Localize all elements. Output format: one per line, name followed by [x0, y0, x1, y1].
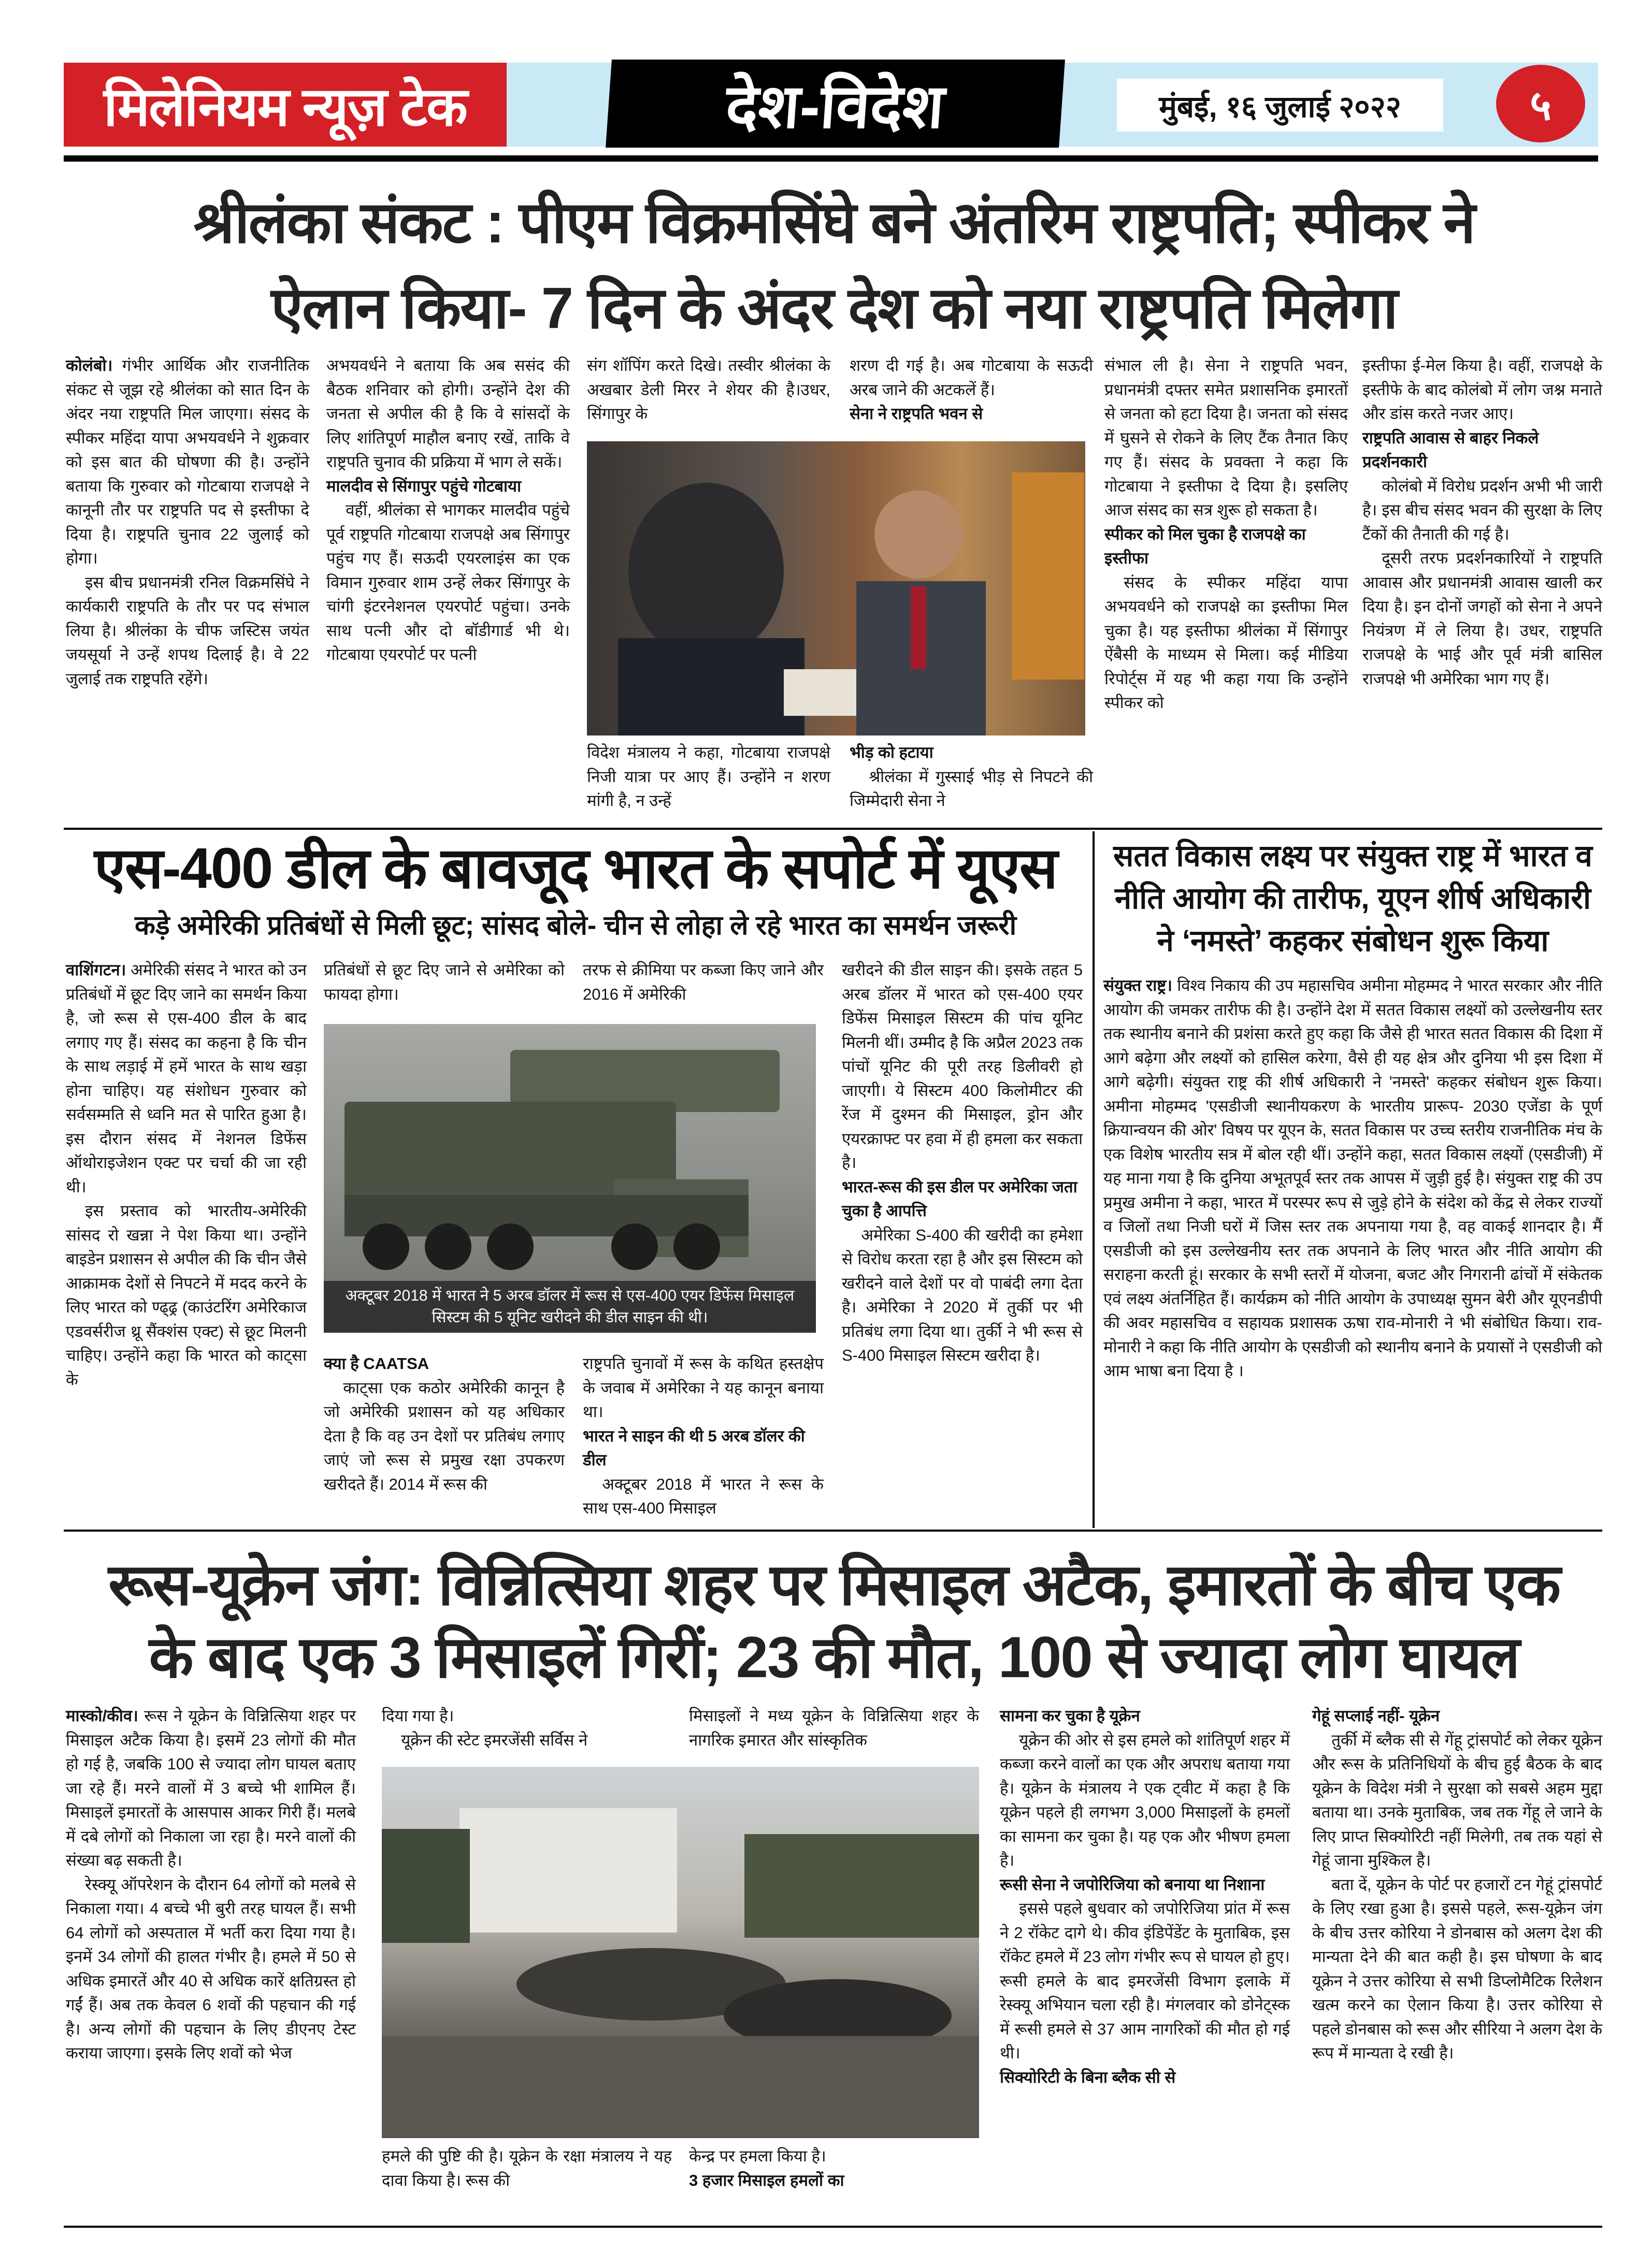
subheading: क्या है CAATSA [324, 1354, 429, 1373]
paragraph [842, 958, 1083, 1175]
paragraph [66, 1199, 307, 1392]
paragraph [1000, 1897, 1290, 2066]
story3-headline-line2: के बाद एक 3 मिसाइलें गिरीं; 23 की मौत, 100 से ज्यादा लोग घायल [149, 1625, 1519, 1690]
story-divider [64, 1530, 1602, 1532]
paragraph [66, 1873, 356, 2066]
story3-column-1 [66, 1704, 356, 2066]
story1-column-3-continued [587, 741, 830, 813]
paragraph-text: संग शॉपिंग करते दिखे। तस्वीर श्रीलंका के अखबार डेली मिरर ने शेयर की है।उधर, सिंगापुर के [587, 356, 830, 423]
story3-photo [382, 1767, 979, 2138]
dateline: वाशिंगटन। [66, 961, 126, 979]
masthead-divider [64, 155, 1598, 162]
paragraph-text: विदेश मंत्रालय ने कहा, गोटबाया राजपक्षे निजी यात्रा पर आए हैं। उन्होंने न शरण मांगी है, न उन्हें [587, 743, 830, 810]
paragraph [1312, 1873, 1602, 2066]
paragraph-text: बता दें, यूक्रेन के पोर्ट पर हजारों टन गेहूं ट्रांसपोर्ट के लिए रखा हुआ है। इससे पहले, रूस-यूक्रेन जंग के बीच उत्तर कोरिया ने डोनबास को अलग देश की मान्यता देने की बात कही है। इस घोषणा के बाद यूक्रेन ने उत्तर कोरिया से सभी डिप्लोमैटिक रिलेशन खत्म करने का ऐलान किया है। उत्तर कोरिया से पहले डोनबास को रूस और सीरिया ने अलग देश के रूप में मान्यता दे रखी है। [1312, 1875, 1602, 2062]
paragraph-text: हमले की पुष्टि की है। यूक्रेन के रक्षा मंत्रालय ने यह दावा किया है। रूस की [382, 2147, 672, 2189]
subheading: भारत ने साइन की थी 5 अरब डॉलर की डील [583, 1426, 805, 1469]
paragraph [66, 571, 309, 691]
paragraph-text: वहीं, श्रीलंका से भागकर मालदीव पहुंचे पूर्व राष्ट्रपति गोटबाया राजपक्षे अब सिंगापुर पहुंच गए हैं। सऊदी एयरलाइंस का एक विमान गुरुवार शाम उन्हें लेकर सिंगापुर के चांगी इंटरनेशनल एयरपोर्ट पहुंचा। उनके साथ पत्नी और दो बॉडीगार्ड भी थे। गोटबाया एयरपोर्ट पर पत्नी [326, 501, 570, 664]
paragraph-text: इससे पहले बुधवार को जपोरिजिया प्रांत में रूस ने 2 रॉकेट दागे थे। कीव इंडिपेंडेंट के मुताबिक, इस रॉकेट हमले में 23 लोग गंभीर रूप से घायल हो हुए। रूसी हमले के बाद इमरजेंसी विभाग इलाके में रेस्क्यू अभियान चला रही है। मंगलवार को डोनेट्स्क में रूसी हमले से 37 आम नागरिकों की मौत हो गई थी। [1000, 1899, 1290, 2062]
paragraph-text: तुर्की में ब्लैक सी से गेंहू ट्रांसपोर्ट को लेकर यूक्रेन और रूस के प्रतिनिधियों के बीच हुई बैठक के बाद यूक्रेन के विदेश मंत्री ने सुरक्षा को सबसे अहम मुद्दा बताया था। उनके मुताबिक, जब तक गेंहू ले जाने के लिए प्राप्त सिक्योरिटी नहीं मिलेगी, तब तक यहां से गेहूं जाना मुश्किल है। [1312, 1731, 1602, 1869]
sidebar-divider [1093, 831, 1095, 1528]
paragraph [850, 765, 1093, 813]
story3-headline-line1: रूस-यूक्रेन जंग: विन्नित्सिया शहर पर मिसाइल अटैक, इमारतों के बीच एक [108, 1552, 1560, 1617]
paragraph [583, 958, 824, 1006]
paragraph-text: कोलंबो में विरोध प्रदर्शन अभी भी जारी है। इस बीच संसद भवन की सुरक्षा के लिए टैंकों की तैनाती की गई है। [1362, 477, 1602, 543]
subheading: भीड़ को हटाया [850, 743, 933, 761]
subheading: गेहूं सप्लाई नहीं- यूक्रेन [1312, 1707, 1440, 1725]
subheading: स्पीकर को मिल चुका है राजपक्षे का इस्तीफा [1104, 525, 1306, 567]
edition-date: मुंबई, १६ जुलाई २०२२ [1117, 79, 1443, 132]
paragraph-text: रूस ने यूक्रेन के विन्नित्सिया शहर पर मिसाइल अटैक किया है। इसमें 23 लोगों की मौत हो गई है, जबकि 100 से ज्यादा लोग घायल बताए जा रहे हैं। मरने वालों में 3 बच्चे भी शामिल हैं। मिसाइलें इमारतों के आसपास आकर गिरी हैं। मलबे में दबे लोगों को निकाला जा रहा है। मरने वालों की संख्या बढ़ सकती है। [66, 1707, 356, 1869]
paragraph-text: संसद के स्पीकर महिंदा यापा अभयवर्धने को राजपक्षे का इस्तीफा मिल चुका है। यह इस्तीफा श्रीलंका में सिंगापुर ऐंबैसी के माध्यम से मिला। कई मीडिया रिपोर्ट्स में यह भी कहा गया कि उन्होंने स्पीकर को [1104, 573, 1348, 712]
paragraph-text: अक्टूबर 2018 में भारत ने रूस के साथ एस-400 मिसाइल [583, 1475, 824, 1517]
sidebar-body [1103, 974, 1602, 1383]
paragraph-text: केन्द्र पर हमला किया है। [689, 2147, 826, 2165]
paragraph-text: गंभीर आर्थिक और राजनीतिक संकट से जूझ रहे श्रीलंका को सात दिन के अंदर नया राष्ट्रपति मिल जाएगा। संसद के स्पीकर महिंदा यापा अभयवर्धने ने शुक्रवार को इस बात की घोषणा की है। उन्होंने बताया कि गुरुवार को गोटबाया राजपक्षे ने कानूनी तौर पर राष्ट्रपति पद से इस्तीफा दे दिया है। राष्ट्रपति चुनाव 22 जुलाई को होगा। [66, 356, 309, 567]
paragraph-text: अमेरिकी संसद ने भारत को उन प्रतिबंधों में छूट दिए जाने का समर्थन किया है, जो रूस से एस-400 डील के बाद लगाए गए हैं। संसद का कहना है कि चीन के साथ लड़ाई में हमें भारत के साथ खड़ा होना चाहिए। यह संशोधन गुरुवार को सर्वसम्मति से ध्वनि मत से पारित हुआ है। इस दौरान संसद में नेशनल डिफेंस ऑथोराइजेशन एक्ट पर चर्चा की जा रही थी। [66, 961, 307, 1196]
story2-column-2-continued [324, 1352, 565, 1496]
paragraph-text: संभाल ली है। सेना ने राष्ट्रपति भवन, प्रधानमंत्री दफ्तर समेत प्रशासनिक इमारतों से जनता को हटा दिया है। जनता को संसद में घुसने से रोकने के लिए टैंक तैनात किए गए हैं। संसद के प्रवक्ता ने कहा कि गोटबाया ने इस्तीफा दे दिया है। इसलिए आज संसद का सत्र शुरू हो सकता है। [1104, 356, 1348, 519]
subheading: सेना ने राष्ट्रपति भवन से [850, 405, 983, 423]
story3-column-3-continued [689, 2144, 979, 2193]
paragraph [66, 958, 307, 1199]
paragraph-text: प्रतिबंधों से छूट दिए जाने से अमेरिका को फायदा होगा। [324, 961, 565, 1003]
paragraph [324, 958, 565, 1006]
story3-column-4 [1000, 1704, 1290, 2089]
paragraph [1362, 474, 1602, 547]
paragraph-text: इस्तीफा ई-मेल किया है। वहीं, राजपक्षे के इस्तीफे के बाद कोलंबो में लोग जश्न मनाते और डांस करते नजर आए। [1362, 356, 1602, 423]
paragraph [1362, 546, 1602, 691]
paragraph-text: दिया गया है। [382, 1707, 454, 1725]
paragraph-text: इस बीच प्रधानमंत्री रनिल विक्रमसिंघे ने कार्यकारी राष्ट्रपति के तौर पर पद संभाल लिया है। श्रीलंका के चीफ जस्टिस जयंत जयसूर्या ने उन्हें शपथ दिलाई है। वे 22 जुलाई तक राष्ट्रपति रहेंगे। [66, 573, 309, 688]
story2-subheadline: कड़े अमेरिकी प्रतिबंधों से मिली छूट; सांसद बोले- चीन से लोहा ले रहे भारत का समर्थन जरूरी [134, 911, 1017, 941]
paragraph-text: खरीदने की डील साइन की। इसके तहत 5 अरब डॉलर में भारत को एस-400 एयर डिफेंस मिसाइल सिस्टम की पांच यूनिट मिलनी थीं। उम्मीद है कि अप्रैल 2023 तक पांचों यूनिट की पूरी तरह डिलीवरी हो जाएगी। ये सिस्टम 400 किलोमीटर की रेंज में दुश्मन की मिसाइल, ड्रोन और एयरक्राफ्ट पर हवा में ही हमला कर सकता है। [842, 961, 1083, 1172]
paragraph [1000, 1728, 1290, 1873]
photo-vinnytsia-damage [382, 1767, 979, 2138]
subheading: राष्ट्रपति आवास से बाहर निकले प्रदर्शनकारी [1362, 428, 1539, 471]
paragraph-text: अमेरिका S-400 की खरीदी का हमेशा से विरोध करता रहा है और इस सिस्टम को खरीदने वाले देशों पर वो पाबंदी लगा देता है। अमेरिका ने 2020 में तुर्की पर भी प्रतिबंध लगा दिया था। तुर्की ने भी रूस से S-400 मिसाइल सिस्टम खरीदा है। [842, 1225, 1083, 1364]
paragraph [66, 354, 309, 571]
paragraph-text: यूक्रेन की स्टेट इमरजेंसी सर्विस ने [401, 1731, 588, 1749]
story1-column-4 [850, 354, 1093, 426]
paragraph [1312, 1728, 1602, 1873]
story2-column-1 [66, 958, 307, 1392]
paragraph [382, 2144, 672, 2193]
paragraph-text: रेस्क्यू ऑपरेशन के दौरान 64 लोगों को मलबे से निकाला गया। 4 बच्चे भी बुरी तरह घायल हैं। सभी 64 लोगों को अस्पताल में भर्ती करा दिया गया है। इनमें 34 लोगों की हालत गंभीर है। हमले में 50 से अधिक इमारतें और 40 से अधिक कारें क्षतिग्रस्त हो गईं हैं। अब तक केवल 6 शवों की पहचान की गई है। अन्य लोगों की पहचान के लिए डीएनए टेस्ट कराया जाएगा। इसके लिए शवों को भेज [66, 1875, 356, 2062]
paragraph [382, 1704, 672, 1728]
paragraph-text: शरण दी गई है। अब गोटबाया के सऊदी अरब जाने की अटकलें हैं। [850, 356, 1093, 399]
paragraph [326, 354, 570, 474]
story2-photo [324, 1024, 816, 1333]
story3-column-5 [1312, 1704, 1602, 2066]
paragraph-text: इस प्रस्ताव को भारतीय-अमेरिकी सांसद रो खन्ना ने पेश किया था। उन्होंने बाइडेन प्रशासन से अपील की कि चीन जैसे आक्रामक देशों से निपटने में मदद करने के लिए भारत को ण्ढ्ढ्र (काउंटरिंग अमेरिकाज एडवर्सरीज थ्रू सैंक्शंस एक्ट) से छूट मिलनी चाहिए। उन्होंने कहा कि भारत को काट्सा के [66, 1202, 307, 1389]
story2-headline: एस-400 डील के बावजूद भारत के सपोर्ट में यूएस [94, 837, 1057, 900]
paragraph-text: काट्सा एक कठोर अमेरिकी कानून है जो अमेरिकी प्रशासन को यह अधिकार देता है कि वह उन देशों पर प्रतिबंध लगाए जाएं जो रूस से प्रमुख रक्षा उपकरण खरीदते हैं। 2014 में रूस की [324, 1378, 565, 1493]
sidebar-headline-line3: ने ‘नमस्ते’ कहकर संबोधन शुरू किया [1157, 924, 1549, 958]
paragraph [1104, 571, 1348, 715]
story2-column-3 [583, 958, 824, 1006]
photo-wickremesinghe-oath [587, 441, 1085, 736]
sidebar-dateline: संयुक्त राष्ट्र। [1103, 976, 1172, 994]
story1-column-3 [587, 354, 830, 426]
paragraph [1104, 354, 1348, 523]
story1-column-5 [1104, 354, 1348, 715]
story2-column-3-continued [583, 1352, 824, 1521]
paragraph [587, 741, 830, 813]
sidebar-headline-line1: सतत विकास लक्ष्य पर संयुक्त राष्ट्र में भारत व [1113, 839, 1592, 873]
paragraph-text: दूसरी तरफ प्रदर्शनकारियों ने राष्ट्रपति आवास और प्रधानमंत्री आवास खाली कर दिया है। इन दोनों जगहों को सेना ने अपने नियंत्रण में ले लिया है। उधर, राष्ट्रपति राजपक्षे के भाई और पूर्व मंत्री बासिल राजपक्षे भी अमेरिका भाग गए हैं। [1362, 549, 1602, 688]
story1-column-4-continued [850, 741, 1093, 813]
dateline: कोलंबो। [66, 356, 113, 374]
subheading: मालदीव से सिंगापुर पहुंचे गोटबाया [326, 477, 522, 495]
story1-column-6 [1362, 354, 1602, 691]
story3-column-2-continued [382, 2144, 672, 2193]
story1-column-1 [66, 354, 309, 691]
newspaper-logo: मिलेनियम न्यूज़ टेक [64, 63, 507, 147]
story-divider [64, 828, 1602, 830]
paragraph-text: मिसाइलों ने मध्य यूक्रेन के विन्नित्सिया शहर के नागरिक इमारत और सांस्कृतिक [689, 1707, 979, 1749]
story2-column-2 [324, 958, 565, 1006]
section-title: देश-विदेश [606, 60, 1065, 148]
paragraph [326, 498, 570, 667]
paragraph-text: राष्ट्रपति चुनावों में रूस के कथित हस्तक्षेप के जवाब में अमेरिका ने यह कानून बनाया था। [583, 1354, 824, 1421]
paragraph [382, 1728, 672, 1753]
sidebar-headline-line2: नीति आयोग की तारीफ, यूएन शीर्ष अधिकारी [1114, 882, 1591, 915]
paragraph [583, 1352, 824, 1424]
subheading: सिक्योरिटी के बिना ब्लैक सी से [1000, 2068, 1176, 2086]
page-bottom-rule [64, 2226, 1602, 2228]
subheading: भारत-रूस की इस डील पर अमेरिका जता चुका है आपत्ति [842, 1177, 1078, 1220]
paragraph-text: श्रीलंका में गुस्साई भीड़ से निपटने की जिम्मेदारी सेना ने [850, 767, 1093, 810]
story1-headline-line2: ऐलान किया- 7 दिन के अंदर देश को नया राष्ट्रपति मिलेगा [271, 276, 1397, 340]
paragraph-text: तरफ से क्रीमिया पर कब्जा किए जाने और 2016 में अमेरिकी [583, 961, 824, 1003]
story3-column-3 [689, 1704, 979, 1752]
paragraph [689, 2144, 979, 2169]
story1-photo [587, 441, 1085, 736]
paragraph [324, 1376, 565, 1497]
paragraph [842, 1223, 1083, 1368]
paragraph [689, 1704, 979, 1752]
sidebar-text: विश्व निकाय की उप महासचिव अमीना मोहम्मद ने भारत सरकार और नीति आयोग की जमकर तारीफ की है। उन्होंने देश में सतत विकास लक्ष्यों को उल्लेखनीय स्तर तक स्थानीय बनाने की प्रशंसा करते हुए कहा कि जैसे ही भारत सतत विकास की दिशा में आगे बढ़ेगा और लक्ष्यों को हासिल करेगा, वैसे ही यह क्षेत्र और दुनिया भी इस दिशा में आगे बढ़ेगी। संयुक्त राष्ट्र की शीर्ष अधिकारी ने 'नमस्ते' कहकर संबोधन शुरू किया। अमीना मोहम्मद 'एसडीजी स्थानीयकरण के भारतीय प्रारूप- 2030 एजेंडा के पूर्ण क्रियान्वयन की ओर' विषय पर यूएन के, सतत विकास पर उच्च स्तरीय राजनीतिक मंच के एक विशेष भारतीय सत्र में बोल रही थीं। उन्होंने कहा, सतत विकास लक्ष्यों (एसडीजी) में यह माना गया है कि दुनिया अभूतपूर्व स्तर तक आपस में जुड़ी हुई है। संयुक्त राष्ट्र की उप प्रमुख अमीना ने कहा, भारत में परस्पर रूप से जुड़े होने के संदेश को केंद्र से लेकर राज्यों व जिलों तथा निजी घरों में जिस स्तर तक अपनाया गया है, वह वाकई शानदार है। मैं एसडीजी को इस उल्लेखनीय स्तर तक अपनाने के लिए भारत और नीति आयोग की सराहना करती हूं। सरकार के सभी स्तरों में योजना, बजट और निगरानी ढांचों में संकेतक एवं लक्ष्य अंतर्निहित हैं। कार्यक्रम को नीति आयोग के उपाध्यक्ष सुमन बेरी और यूएनडीपी की अवर महासचिव व सहायक प्रशासक ऊषा राव-मोनारी ने भी संबोधित किया। राव-मोनारी ने कहा कि नीति आयोग के एसडीजी को स्थानीय बनाने के प्रयासों ने एसडीजी को आम भाषा बना दिया है । [1103, 976, 1602, 1380]
story2-column-4 [842, 958, 1083, 1368]
story2-photo-caption: अक्टूबर 2018 में भारत ने 5 अरब डॉलर में रूस से एस-400 एयर डिफेंस मिसाइल सिस्टम की 5 यूनिट खरीदने की डील साइन की थी। [324, 1281, 816, 1333]
subheading: रूसी सेना ने जपोरिजिया को बनाया था निशाना [1000, 1875, 1265, 1894]
story1-column-2 [326, 354, 570, 667]
paragraph [587, 354, 830, 426]
paragraph [1362, 354, 1602, 426]
paragraph [583, 1473, 824, 1521]
paragraph-text: यूक्रेन की ओर से इस हमले को शांतिपूर्ण शहर में कब्जा करने वालों का एक और अपराध बताया गया है। यूक्रेन के मंत्रालय ने एक ट्वीट में कहा है कि यूक्रेन पहले ही लगभग 3,000 मिसाइलों के हमलों का सामना कर चुका है। यह एक और भीषण हमला है। [1000, 1731, 1290, 1869]
paragraph [850, 354, 1093, 402]
subheading: सामना कर चुका है यूक्रेन [1000, 1707, 1140, 1725]
subheading: 3 हजार मिसाइल हमलों का [689, 2171, 844, 2189]
paragraph-text: अभयवर्धने ने बताया कि अब ससंद की बैठक शनिवार को होगी। उन्होंने देश की जनता से अपील की है कि वे सांसदों के लिए शांतिपूर्ण माहौल बनाए रखें, ताकि वे राष्ट्रपति चुनाव की प्रक्रिया में भाग ले सकें। [326, 356, 570, 471]
dateline: मास्को/कीव। [66, 1707, 138, 1725]
page-number: ५ [1496, 65, 1585, 142]
story3-column-2 [382, 1704, 672, 1752]
paragraph [66, 1704, 356, 1873]
story1-headline-line1: श्रीलंका संकट : पीएम विक्रमसिंघे बने अंतरिम राष्ट्रपति; स्पीकर ने [193, 190, 1475, 255]
